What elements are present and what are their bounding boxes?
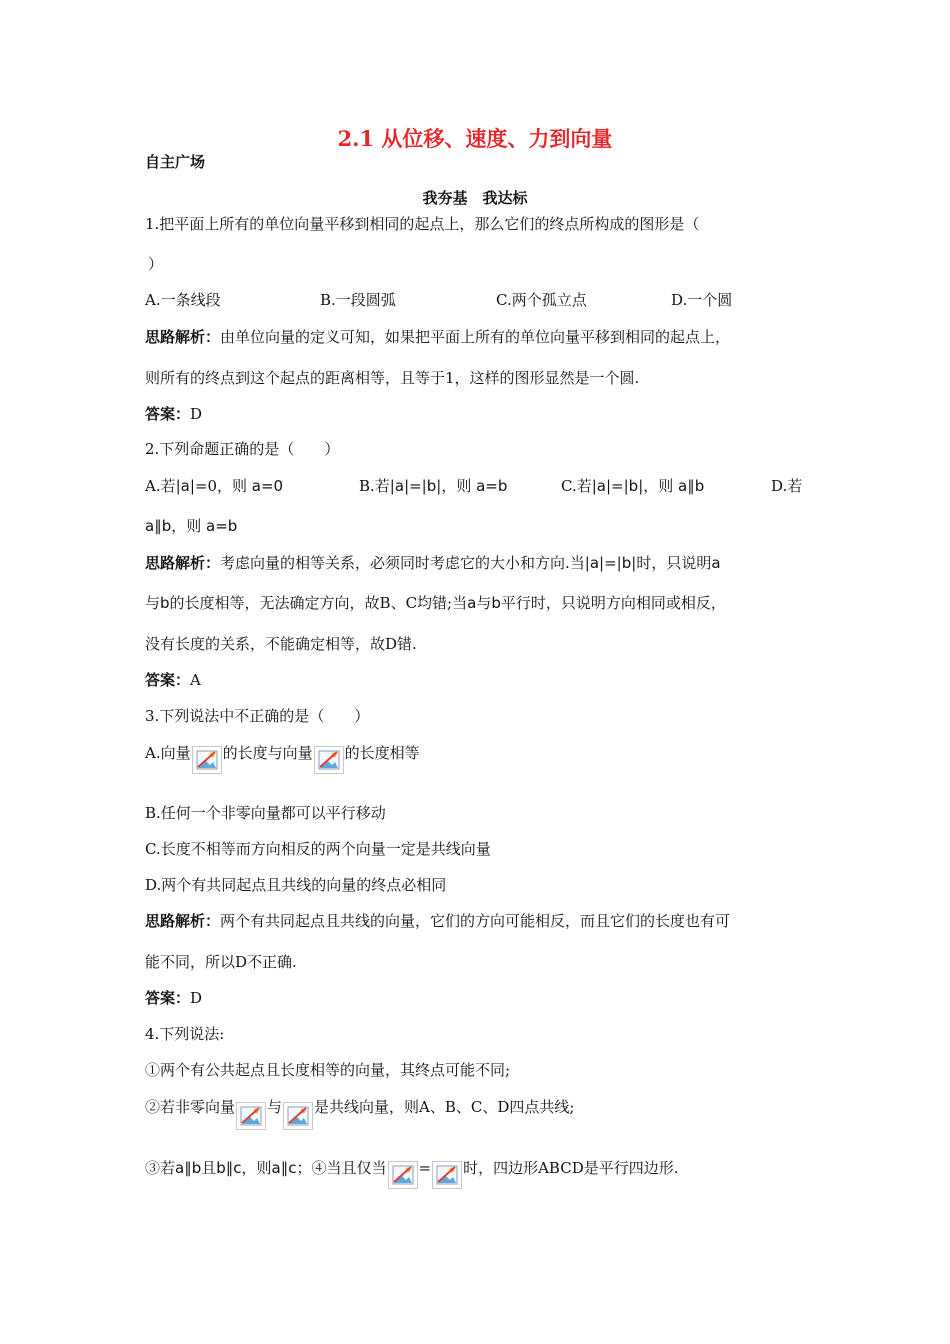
broken-image-icon bbox=[236, 1102, 266, 1130]
q1-option-d: D.一个圆 bbox=[671, 291, 733, 309]
q1-answer: 答案：D bbox=[145, 405, 203, 423]
q4-item3: ③若a∥b且b∥c，则a∥c；④当且仅当 = 时，四边形ABCD是平行四边形. bbox=[145, 1158, 679, 1189]
q2-option-d: D.若 bbox=[771, 477, 803, 495]
broken-image-icon bbox=[283, 1102, 313, 1130]
section-heading: 自主广场 bbox=[145, 153, 206, 171]
broken-image-icon bbox=[192, 746, 222, 774]
q1-stem: 1.把平面上所有的单位向量平移到相同的起点上，那么它们的终点所构成的图形是（ bbox=[145, 215, 700, 233]
q4-item1: ①两个有公共起点且长度相等的向量，其终点可能不同; bbox=[145, 1061, 511, 1079]
q2-option-a: A.若|a|=0，则 a=0 bbox=[145, 477, 284, 495]
q1-option-b: B.一段圆弧 bbox=[320, 291, 396, 309]
q1-analysis-line1: 思路解析：由单位向量的定义可知，如果把平面上所有的单位向量平移到相同的起点上， bbox=[145, 328, 731, 346]
q3-answer: 答案：D bbox=[145, 989, 203, 1007]
q3-analysis-line1: 思路解析：两个有共同起点且共线的向量，它们的方向可能相反，而且它们的长度也有可 bbox=[145, 912, 731, 930]
q2-stem: 2.下列命题正确的是（ ） bbox=[145, 440, 340, 458]
q1-analysis-line2: 则所有的终点到这个起点的距离相等，且等于1，这样的图形显然是一个圆. bbox=[145, 369, 640, 387]
q3-option-c: C.长度不相等而方向相反的两个向量一定是共线向量 bbox=[145, 840, 491, 858]
q1-stem-end: ） bbox=[148, 255, 164, 273]
q3-option-d: D.两个有共同起点且共线的向量的终点必相同 bbox=[145, 876, 447, 894]
analysis-label: 思路解析： bbox=[145, 328, 221, 346]
q3-option-b: B.任何一个非零向量都可以平行移动 bbox=[145, 804, 386, 822]
q2-option-b: B.若|a|=|b|，则 a=b bbox=[359, 477, 508, 495]
q3-option-a: A.向量 的长度与向量 的长度相等 bbox=[145, 743, 420, 774]
q3-analysis-line2: 能不同，所以D不正确. bbox=[145, 953, 297, 971]
broken-image-icon bbox=[314, 746, 344, 774]
q4-item2: ②若非零向量 与 是共线向量，则A、B、C、D四点共线; bbox=[145, 1097, 574, 1130]
subsection-heading: 我夯基 我达标 bbox=[422, 189, 528, 207]
q4-stem: 4.下列说法: bbox=[145, 1025, 225, 1043]
q2-option-c: C.若|a|=|b|，则 a∥b bbox=[561, 477, 705, 495]
page-title: 2.1 从位移、速度、力到向量 bbox=[337, 126, 613, 151]
q2-option-d-cont: a∥b，则 a=b bbox=[145, 517, 238, 535]
q1-option-a: A.一条线段 bbox=[145, 291, 221, 309]
q3-stem: 3.下列说法中不正确的是（ ） bbox=[145, 707, 370, 725]
q2-analysis-line1: 思路解析：考虑向量的相等关系，必须同时考虑它的大小和方向.当|a|=|b|时，只说明a bbox=[145, 554, 721, 572]
q2-analysis-line3: 没有长度的关系，不能确定相等，故D错. bbox=[145, 635, 417, 653]
broken-image-icon bbox=[388, 1161, 418, 1189]
q2-analysis-line2: 与b的长度相等，无法确定方向，故B、C均错;当a与b平行时，只说明方向相同或相反， bbox=[145, 594, 726, 612]
broken-image-icon bbox=[432, 1161, 462, 1189]
q1-option-c: C.两个孤立点 bbox=[496, 291, 587, 309]
q2-answer: 答案：A bbox=[145, 671, 201, 689]
